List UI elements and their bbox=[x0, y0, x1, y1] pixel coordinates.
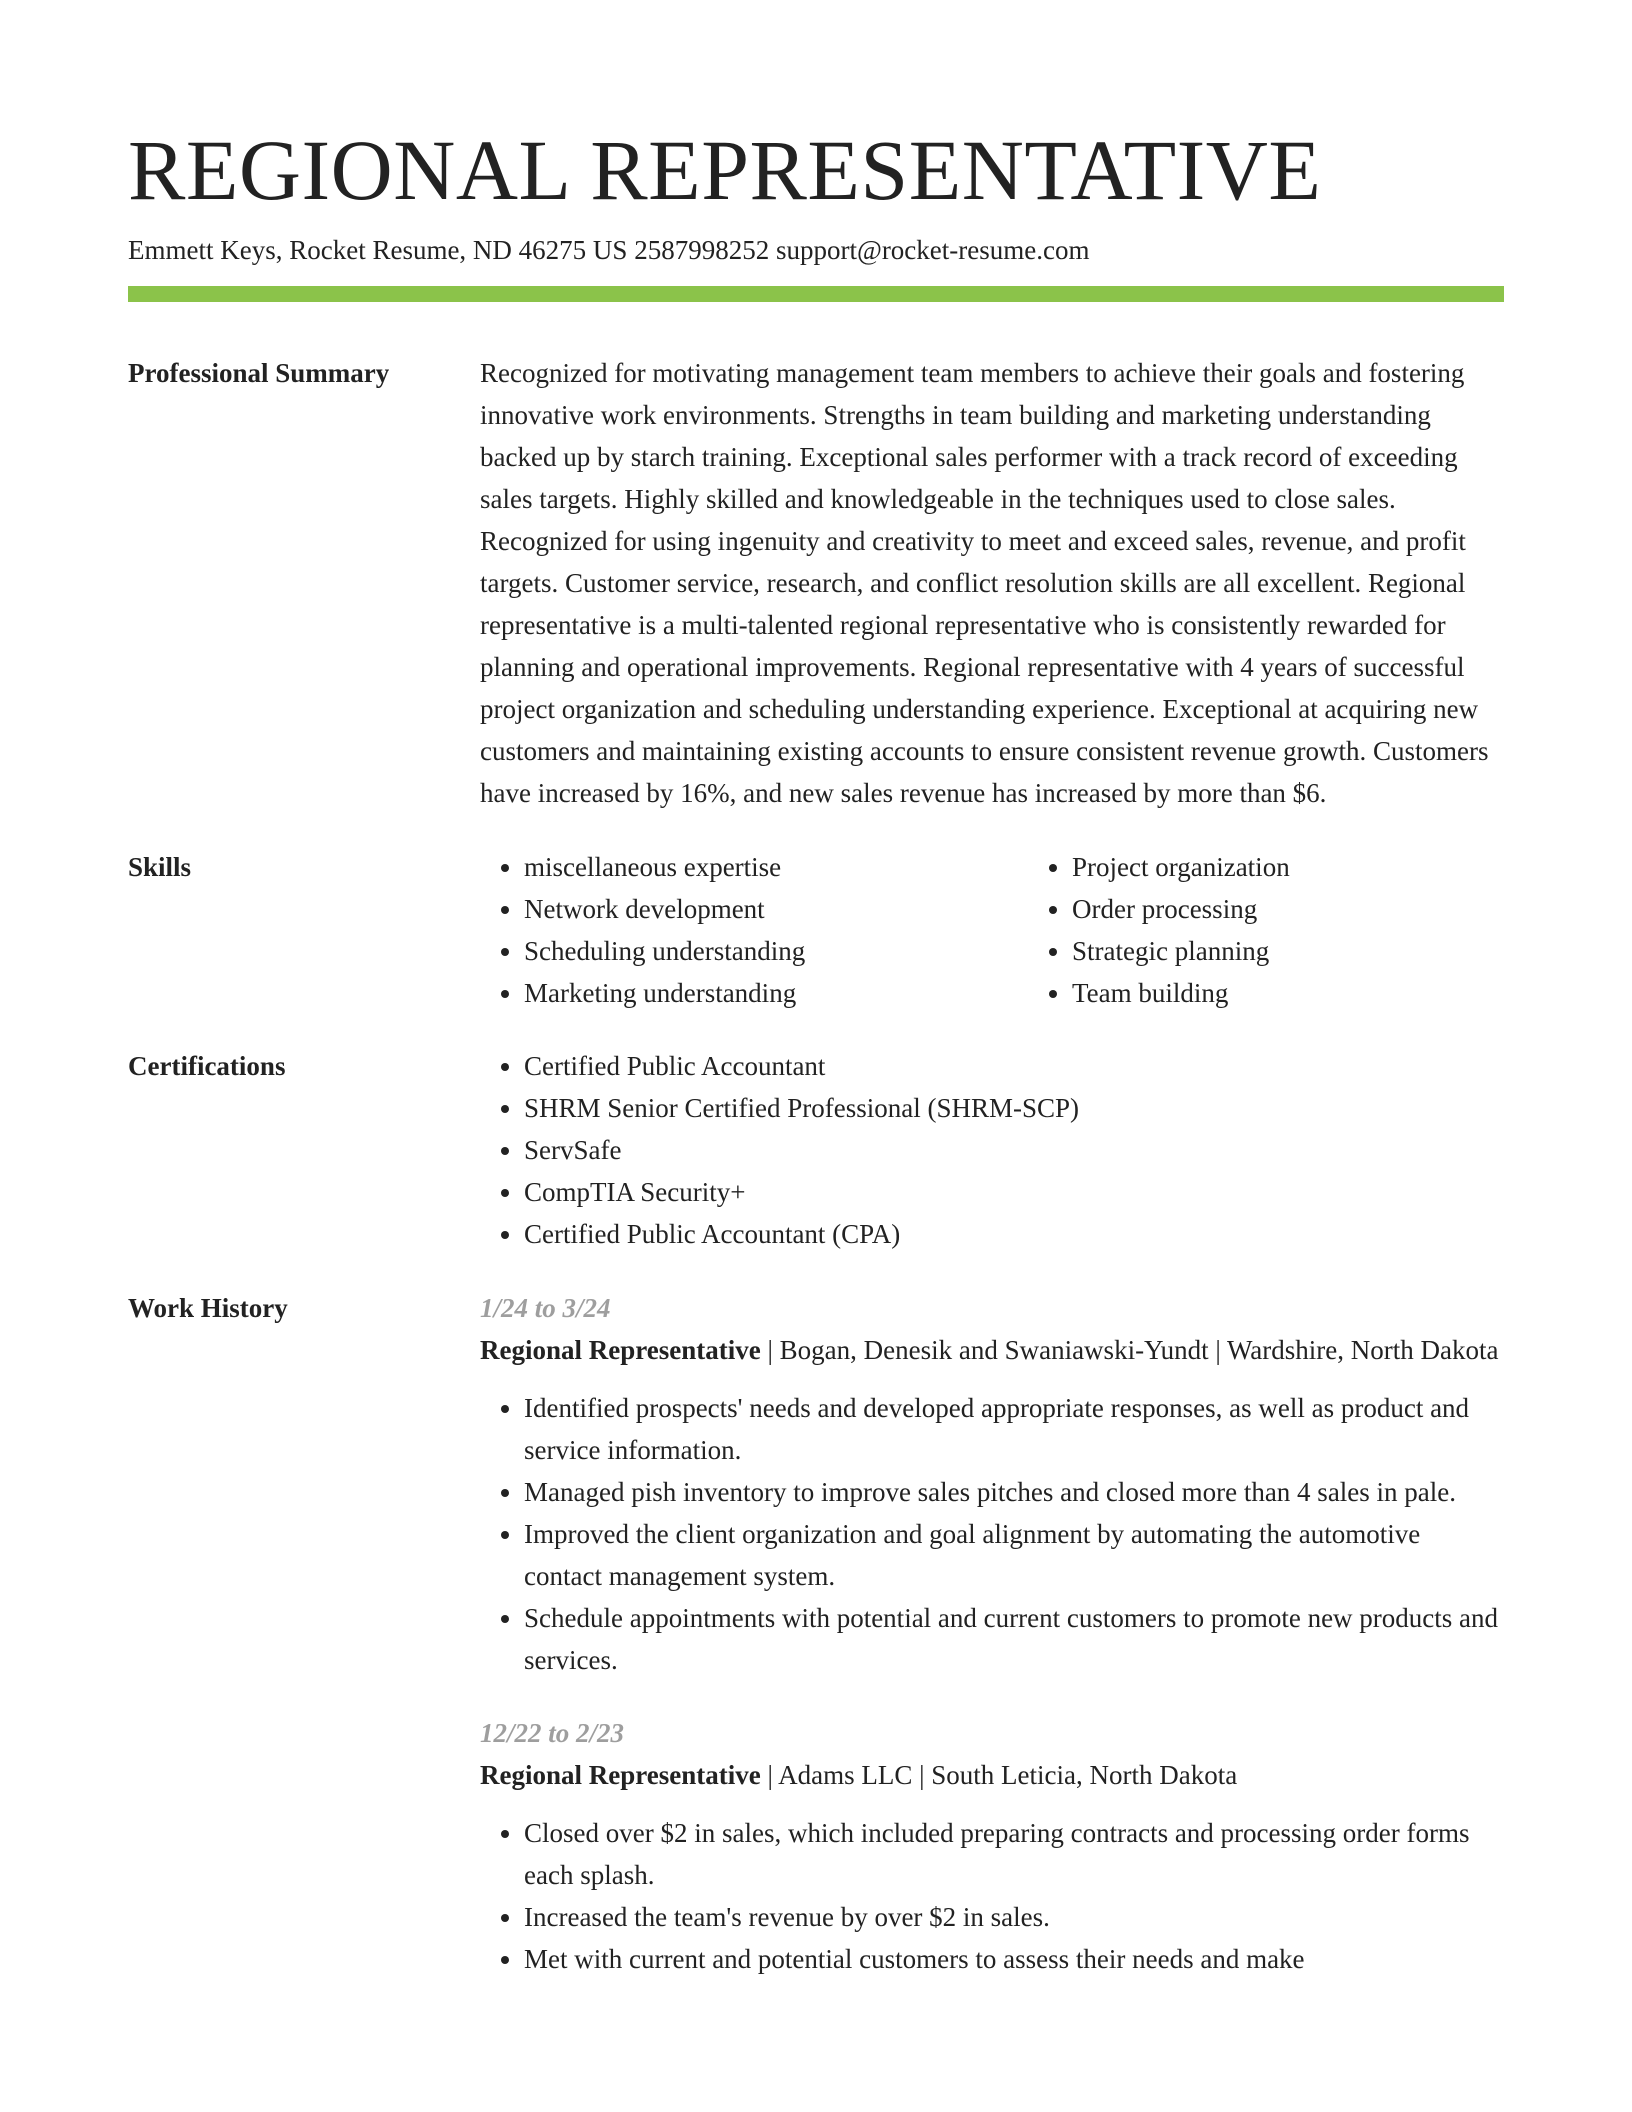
skill-item: • Project organization bbox=[1072, 846, 1576, 888]
job-details: | Adams LLC | South Leticia, North Dakota bbox=[760, 1760, 1238, 1790]
skill-item: • Order processing bbox=[1072, 888, 1576, 930]
certification-item: • ServSafe bbox=[524, 1129, 1504, 1171]
job-entry bbox=[480, 1287, 1504, 1681]
skill-item: • Scheduling understanding bbox=[524, 930, 1028, 972]
job-bullet: • Identified prospects' needs and developed appropriate responses, as well as product and service information. bbox=[524, 1387, 1504, 1471]
job-details: | Bogan, Denesik and Swaniawski-Yundt | Wardshire, North Dakota bbox=[760, 1335, 1499, 1365]
skill-item: • Team building bbox=[1072, 972, 1576, 1014]
skill-item: • Network development bbox=[524, 888, 1028, 930]
job-heading bbox=[480, 1329, 1504, 1371]
certification-item: • CompTIA Security+ bbox=[524, 1171, 1504, 1213]
job-title: Regional Representative bbox=[480, 1760, 761, 1790]
contact-email: support@rocket-resume.com bbox=[775, 235, 1090, 265]
job-title: Regional Representative bbox=[480, 1335, 761, 1365]
skills-list-left bbox=[480, 846, 1028, 1014]
job-bullets bbox=[480, 1387, 1504, 1681]
certifications-content bbox=[480, 1045, 1504, 1255]
header-accent-rule bbox=[128, 286, 1504, 302]
job-dates: 1/24 to 3/24 bbox=[480, 1293, 611, 1323]
contact-line bbox=[128, 232, 1504, 268]
skills-list-right bbox=[1028, 846, 1576, 1014]
summary-content bbox=[480, 352, 1504, 814]
job-bullet: • Schedule appointments with potential and current customers to promote new products and services. bbox=[524, 1597, 1504, 1681]
resume-title: REGIONAL REPRESENTATIVE bbox=[128, 122, 1322, 218]
section-label-summary: Professional Summary bbox=[128, 358, 390, 388]
certification-item: • SHRM Senior Certified Professional (SHRM-SCP) bbox=[524, 1087, 1504, 1129]
skills-section bbox=[128, 846, 1504, 1014]
job-bullet: • Increased the team's revenue by over $2 in sales. bbox=[524, 1896, 1504, 1938]
skill-item: • miscellaneous expertise bbox=[524, 846, 1028, 888]
work-history-content bbox=[480, 1287, 1504, 1980]
certifications-section bbox=[128, 1045, 1504, 1255]
section-label-work-history: Work History bbox=[128, 1293, 288, 1323]
summary-text: Recognized for motivating management team members to achieve their goals and fostering innovative work environments. Strengths in team building and marketing understanding backed up by starch training. Exceptional sales performer with a track record of exceeding sales targets. Highly skilled and knowledgeable in the techniques used to close sales. Recognized for using ingenuity and creativity to meet and exceed sales, revenue, and profit targets. Customer service, research, and conflict resolution skills are all excellent. Regional representative is a multi-talented regional representative who is consistently rewarded for planning and operational improvements. Regional representative with 4 years of successful project organization and scheduling understanding experience. Exceptional at acquiring new customers and maintaining existing accounts to ensure consistent revenue growth. Customers have increased by 16%, and new sales revenue has increased by more than $6. bbox=[480, 358, 1489, 808]
job-bullet: • Managed pish inventory to improve sales pitches and closed more than 4 sales in pale. bbox=[524, 1471, 1504, 1513]
contact-name-address: Emmett Keys, Rocket Resume, ND 46275 US bbox=[128, 235, 628, 265]
job-bullets bbox=[480, 1812, 1504, 1980]
job-bullet: • Closed over $2 in sales, which included preparing contracts and processing order forms each splash. bbox=[524, 1812, 1504, 1896]
section-label-skills: Skills bbox=[128, 852, 192, 882]
skill-item: • Marketing understanding bbox=[524, 972, 1028, 1014]
skill-item: • Strategic planning bbox=[1072, 930, 1576, 972]
skills-grid bbox=[480, 846, 1576, 1014]
job-entry bbox=[480, 1712, 1504, 1980]
certification-item: • Certified Public Accountant (CPA) bbox=[524, 1213, 1504, 1255]
contact-phone: 2587998252 bbox=[634, 235, 770, 265]
certification-item: • Certified Public Accountant bbox=[524, 1045, 1504, 1087]
job-bullet: • Improved the client organization and goal alignment by automating the automotive contact management system. bbox=[524, 1513, 1504, 1597]
section-label-certifications: Certifications bbox=[128, 1051, 286, 1081]
professional-summary-section bbox=[128, 352, 1504, 814]
resume-page bbox=[128, 118, 1504, 1980]
job-bullet: • Met with current and potential customers to assess their needs and make bbox=[524, 1938, 1504, 1980]
job-heading bbox=[480, 1754, 1504, 1796]
certifications-list bbox=[480, 1045, 1504, 1255]
job-dates: 12/22 to 2/23 bbox=[480, 1718, 625, 1748]
work-history-section bbox=[128, 1287, 1504, 1980]
